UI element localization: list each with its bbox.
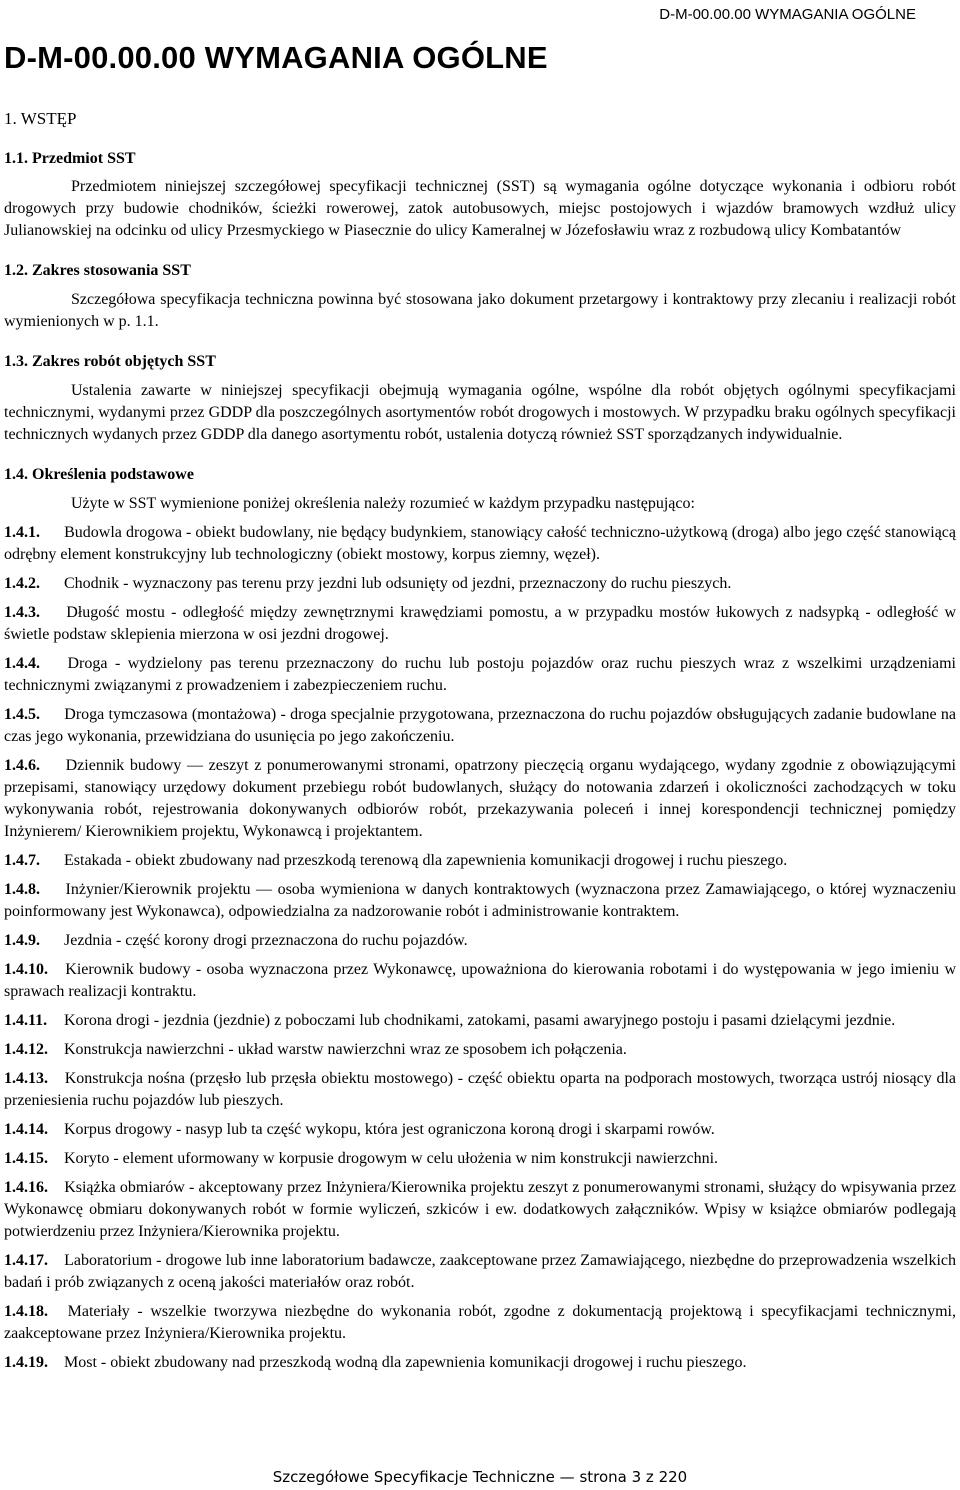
paragraph-1-3: Ustalenia zawarte w niniejszej specyfikacji obejmują wymagania ogólne, wspólne dla robót objętych ogólnymi specyfikacjami technicznymi, wydanymi przez GDDP dla poszczególnych asortymentów robót drogowych i mostowych. W przypadku braku ogólnych specyfikacji technicznych wydanych przez GDDP dla danego asortymentu robót, ustalenia dotyczą również SST sporządzanych indywidualnie. (4, 382, 956, 443)
section-heading-1-2: 1.2. Zakres stosowania SST (4, 262, 191, 279)
definition-text: Książka obmiarów - akceptowany przez Inżyniera/Kierownika projektu zeszyt z ponumerowanymi stronami, służący do wpisywania przez Wykonawcę obmiaru dokonywanych robót w formie wyliczeń, szkiców i ew. dodatkowych załączników. Wpisy w książce obmiarów podlegają potwierdzeniu przez Inżyniera/Kierownika projektu. (4, 1179, 956, 1240)
section-heading-1-3: 1.3. Zakres robót objętych SST (4, 353, 216, 370)
definition-text: Estakada - obiekt zbudowany nad przeszkodą terenową dla zapewnienia komunikacji drogowej i ruchu pieszego. (64, 852, 788, 869)
definition-number: 1.4.1. (4, 524, 40, 541)
definition-text: Most - obiekt zbudowany nad przeszkodą wodną dla zapewnienia komunikacji drogowej i ruchu pieszego. (64, 1354, 747, 1371)
definition-number: 1.4.14. (4, 1121, 48, 1138)
definition-number: 1.4.6. (4, 757, 40, 774)
definition-number: 1.4.13. (4, 1070, 48, 1087)
definition-number: 1.4.8. (4, 881, 40, 898)
definition-text: Budowla drogowa - obiekt budowlany, nie będący budynkiem, stanowiący całość techniczno-użytkową (droga) albo jego część stanowiącą odrębny element konstrukcyjny lub technologiczny (obiekt mostowy, korpus ziemny, węzeł). (4, 524, 957, 563)
definition-item (4, 959, 956, 1003)
section-heading-1-4: 1.4. Określenia podstawowe (4, 466, 194, 483)
running-header: D-M-00.00.00 WYMAGANIA OGÓLNE (659, 6, 916, 23)
definition-item (4, 1177, 956, 1243)
document-body (4, 108, 956, 1374)
definition-item (4, 522, 956, 566)
definition-text: Dziennik budowy — zeszyt z ponumerowanymi stronami, opatrzony pieczęcią organu wydającego, wydany zgodnie z obowiązującymi przepisami, stanowiący urzędowy dokument przebiegu robót budowlanych, służący do notowania zdarzeń i okoliczności zachodzących w toku wykonywania robót, rejestrowania dokonywanych odbiorów robót, przekazywania poleceń i innej korespondencji technicznej pomiędzy Inżynierem/ Kierownikiem projektu, Wykonawcą i projektantem. (4, 757, 956, 840)
definition-number: 1.4.11. (4, 1012, 48, 1029)
definition-text: Materiały - wszelkie tworzywa niezbędne do wykonania robót, zgodne z dokumentacją projektową i specyfikacjami technicznymi, zaakceptowane przez Inżyniera/Kierownika projektu. (4, 1303, 956, 1342)
definition-number: 1.4.18. (4, 1303, 48, 1320)
definition-item (4, 1119, 956, 1141)
definition-text: Droga tymczasowa (montażowa) - droga specjalnie przygotowana, przeznaczona do ruchu pojazdów obsługujących zadanie budowlane na czas jego wykonania, przewidziana do usunięcia po jego zakończeniu. (4, 706, 957, 745)
definition-item (4, 879, 956, 923)
page-footer: Szczegółowe Specyfikacje Techniczne — strona 3 z 220 (272, 1468, 688, 1486)
definition-item (4, 1250, 956, 1294)
definition-number: 1.4.9. (4, 932, 40, 949)
definition-text: Kierownik budowy - osoba wyznaczona przez Wykonawcę, upoważniona do kierowania robotami i do występowania w jego imieniu w sprawach realizacji kontraktu. (4, 961, 956, 1000)
definition-number: 1.4.12. (4, 1041, 48, 1058)
definition-number: 1.4.16. (4, 1179, 48, 1196)
definition-item (4, 1301, 956, 1345)
definition-number: 1.4.10. (4, 961, 48, 978)
paragraph-1-4-intro: Użyte w SST wymienione poniżej określenia należy rozumieć w każdym przypadku następująco: (71, 495, 695, 512)
definition-item (4, 704, 956, 748)
definition-text: Inżynier/Kierownik projektu — osoba wymieniona w danych kontraktowych (wyznaczona przez Zamawiającego, o której wyznaczeniu poinformowany jest Wykonawca), odpowiedzialna za nadzorowanie robót i administrowanie kontraktem. (4, 881, 956, 920)
definition-number: 1.4.2. (4, 575, 40, 592)
document-title: D-M-00.00.00 WYMAGANIA OGÓLNE (4, 40, 548, 75)
paragraph-1-2: Szczegółowa specyfikacja techniczna powinna być stosowana jako dokument przetargowy i kontraktowy przy zlecaniu i realizacji robót wymienionych w p. 1.1. (4, 291, 956, 330)
definition-text: Korpus drogowy - nasyp lub ta część wykopu, która jest ograniczona koroną drogi i skarpami rowów. (64, 1121, 715, 1138)
section-heading-1: 1. WSTĘP (4, 109, 77, 128)
definition-text: Długość mostu - odległość między zewnętrznymi krawędziami pomostu, a w przypadku mostów łukowych z nadsypką - odległość w świetle podstaw sklepienia mierzona w osi jezdni drogowej. (4, 604, 957, 643)
definition-item (4, 1352, 956, 1374)
definition-item (4, 1010, 956, 1032)
definition-text: Konstrukcja nośna (przęsło lub przęsła obiektu mostowego) - część obiektu oparta na podporach mostowych, tworząca ustrój niosący dla przeniesienia ruchu pojazdów lub pieszych. (4, 1070, 957, 1109)
section-heading-1-1: 1.1. Przedmiot SST (4, 150, 136, 167)
definition-item (4, 1148, 956, 1170)
definition-item (4, 1039, 956, 1061)
definition-text: Konstrukcja nawierzchni - układ warstw nawierzchni wraz ze sposobem ich połączenia. (64, 1041, 627, 1058)
definition-item (4, 850, 956, 872)
definition-number: 1.4.17. (4, 1252, 48, 1269)
definition-text: Koryto - element uformowany w korpusie drogowym w celu ułożenia w nim konstrukcji nawierzchni. (64, 1150, 719, 1167)
definition-text: Jezdnia - część korony drogi przeznaczona do ruchu pojazdów. (64, 932, 468, 949)
definition-number: 1.4.7. (4, 852, 40, 869)
definition-item (4, 930, 956, 952)
definitions-list (4, 522, 956, 1374)
definition-text: Chodnik - wyznaczony pas terenu przy jezdni lub odsunięty od jezdni, przeznaczony do ruchu pieszych. (64, 575, 732, 592)
definition-number: 1.4.19. (4, 1354, 48, 1371)
definition-text: Droga - wydzielony pas terenu przeznaczony do ruchu lub postoju pojazdów oraz ruchu pieszych wraz z wszelkimi urządzeniami technicznymi związanymi z prowadzeniem i zabezpieczeniem ruchu. (4, 655, 957, 694)
definition-item (4, 1068, 956, 1112)
definition-item (4, 653, 956, 697)
definition-item (4, 755, 956, 843)
definition-number: 1.4.15. (4, 1150, 48, 1167)
definition-text: Korona drogi - jezdnia (jezdnie) z poboczami lub chodnikami, zatokami, pasami awaryjnego postoju i pasami dzielącymi jezdnie. (64, 1012, 896, 1029)
paragraph-1-1: Przedmiotem niniejszej szczegółowej specyfikacji technicznej (SST) są wymagania ogólne dotyczące wykonania i odbioru robót drogowych przy budowie chodników, ścieżki rowerowej, zatok autobusowych, miejsc postojowych i wjazdów bramowych wzdłuż ulicy Julianowskiej na odcinku od ulicy Przesmyckiego w Piasecznie do ulicy Kameralnej w Józefosławiu wraz z rozbudową ulicy Kombatantów (4, 178, 956, 239)
definition-text: Laboratorium - drogowe lub inne laboratorium badawcze, zaakceptowane przez Zamawiającego, niezbędne do przeprowadzenia wszelkich badań i prób związanych z oceną jakości materiałów oraz robót. (4, 1252, 956, 1291)
definition-number: 1.4.5. (4, 706, 40, 723)
definition-item (4, 602, 956, 646)
definition-item (4, 573, 956, 595)
definition-number: 1.4.4. (4, 655, 40, 672)
definition-number: 1.4.3. (4, 604, 40, 621)
